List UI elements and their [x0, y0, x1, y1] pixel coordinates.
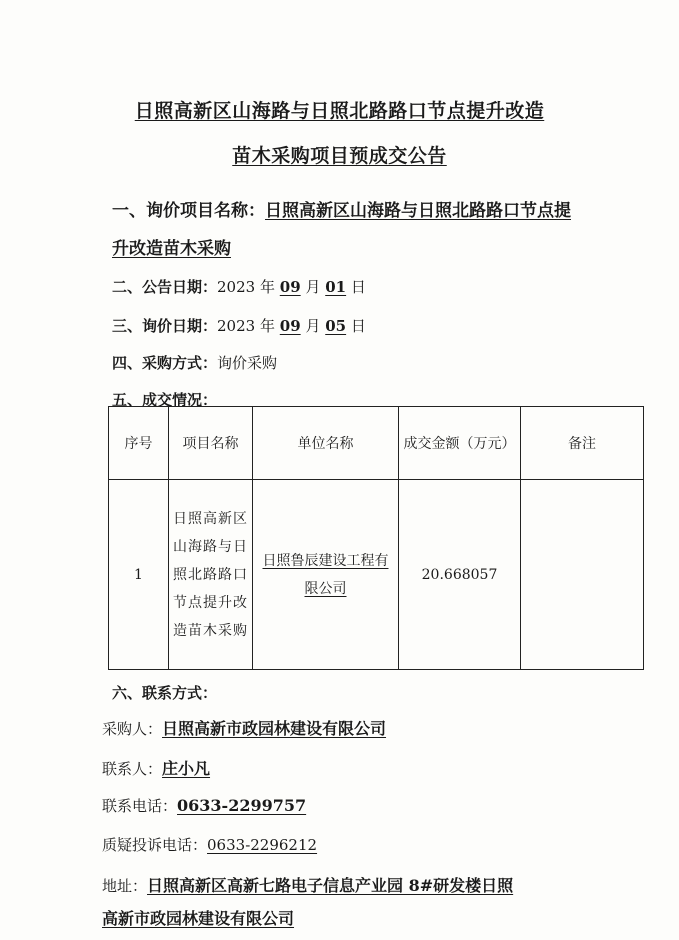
section-project-name-cont [112, 234, 231, 259]
section-announce-date [112, 276, 366, 297]
header-index: 序号 [109, 407, 169, 480]
complaint-phone-value: 0633-2296212 [207, 836, 318, 854]
header-unit-name: 单位名称 [253, 407, 399, 480]
project-line: 照北路路口 [173, 566, 248, 583]
section-contact [112, 682, 217, 703]
phone-value: 0633-2299757 [177, 796, 307, 815]
procurement-method-label: 四、采购方式： [112, 354, 218, 372]
cell-remark [521, 480, 644, 670]
inquiry-date-year-unit: 年 [259, 317, 275, 335]
project-line: 造苗木采购 [173, 622, 248, 639]
cell-index: 1 [109, 480, 169, 670]
section-project-name-label: 一、询价项目名称： [112, 201, 265, 221]
project-line: 节点提升改 [173, 594, 248, 611]
cell-project-name [169, 480, 253, 670]
inquiry-date-day: 05 [325, 317, 347, 335]
announce-date-year: 2023 [217, 278, 256, 296]
complaint-line [102, 834, 317, 855]
contact-person-line [102, 756, 210, 779]
announce-date-year-unit: 年 [259, 278, 275, 296]
document-title-line2: 苗木采购项目预成交公告 [232, 145, 447, 167]
contact-section-label: 六、联系方式： [112, 684, 218, 702]
deal-status-label: 五、成交情况： [112, 391, 218, 409]
cell-unit-name [253, 480, 399, 670]
announce-date-day-unit: 日 [350, 278, 366, 296]
cell-amount: 20.668057 [399, 480, 521, 670]
inquiry-date-month-unit: 月 [305, 317, 321, 335]
project-name-value-part1: 日照高新区山海路与日照北路路口节点提 [265, 201, 571, 221]
complaint-label: 质疑投诉电话： [102, 836, 208, 854]
address-value-part2: 高新市政园林建设有限公司 [102, 909, 295, 928]
inquiry-date-year: 2023 [217, 317, 256, 335]
project-line: 日照高新区 [173, 510, 248, 527]
procurement-method-value: 询价采购 [217, 354, 278, 372]
address-value-part1: 日照高新区高新七路电子信息产业园 8#研发楼日照 [147, 876, 514, 895]
phone-label: 联系电话： [102, 797, 178, 815]
unit-line: 日照鲁辰建设工程有 [262, 552, 389, 569]
contact-person-label: 联系人： [102, 760, 163, 778]
announce-date-label: 二、公告日期： [112, 278, 218, 296]
section-project-name [112, 196, 571, 221]
section-procurement-method [112, 352, 277, 373]
header-project-name: 项目名称 [169, 407, 253, 480]
header-amount: 成交金额（万元） [399, 407, 521, 480]
project-line: 山海路与日 [173, 538, 248, 555]
inquiry-date-day-unit: 日 [350, 317, 366, 335]
buyer-line [102, 716, 386, 739]
unit-line: 限公司 [304, 580, 347, 597]
table-row [109, 480, 644, 670]
inquiry-date-month: 09 [279, 317, 301, 335]
announce-date-month: 09 [279, 278, 301, 296]
address-line [102, 873, 513, 896]
address-line-cont [102, 906, 294, 929]
inquiry-date-label: 三、询价日期： [112, 317, 218, 335]
buyer-label: 采购人： [102, 720, 163, 738]
phone-line [102, 795, 306, 816]
contact-person-value: 庄小凡 [162, 759, 211, 778]
buyer-value: 日照高新市政园林建设有限公司 [162, 719, 387, 738]
deal-table [108, 406, 644, 670]
section-inquiry-date [112, 315, 366, 336]
announce-date-day: 01 [325, 278, 347, 296]
announce-date-month-unit: 月 [305, 278, 321, 296]
address-label: 地址： [102, 877, 148, 895]
header-remark: 备注 [521, 407, 644, 480]
document-title-line1: 日照高新区山海路与日照北路路口节点提升改造 [134, 100, 545, 122]
project-name-value-part2: 升改造苗木采购 [112, 239, 231, 259]
table-header-row [109, 407, 644, 480]
